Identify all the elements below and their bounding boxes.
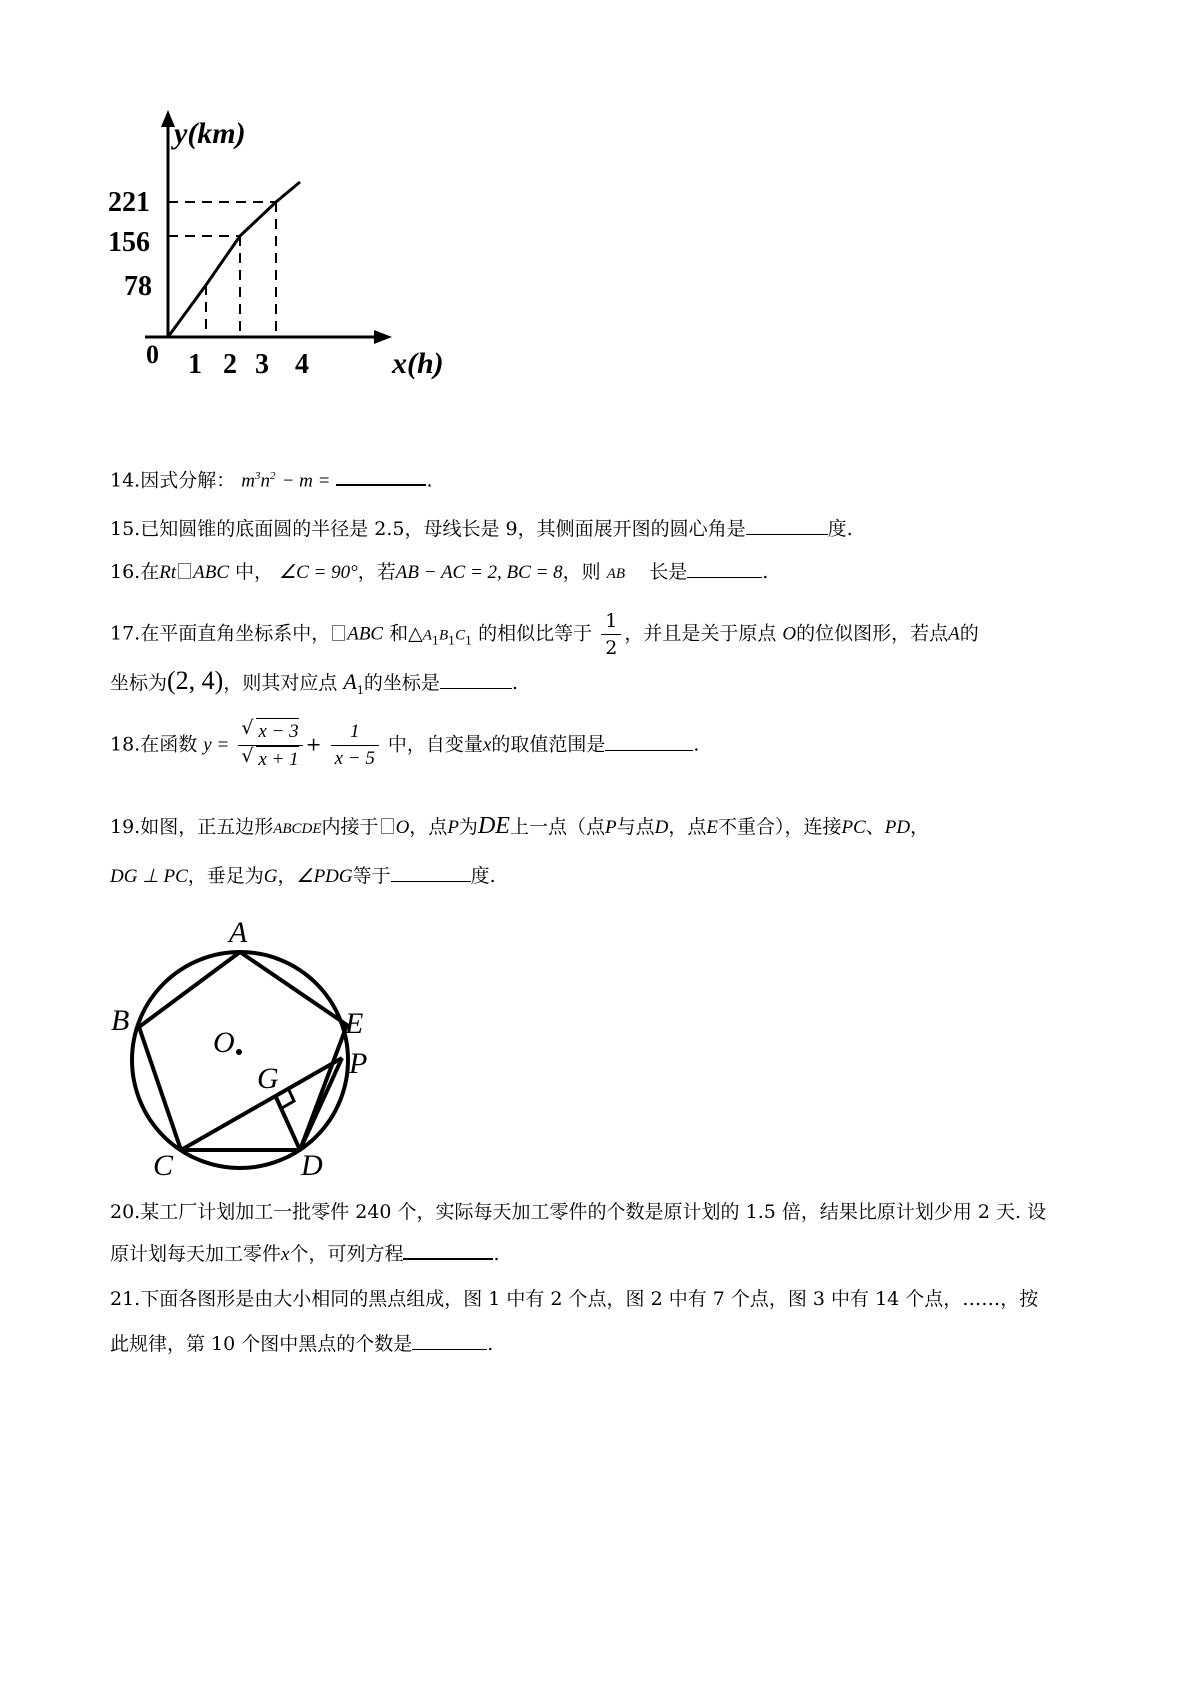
answer-blank-15[interactable]: [746, 516, 828, 535]
question-15: 15.已知圆锥的底面圆的半径是 2.5，母线长是 9，其侧面展开图的圆心角是 度.: [110, 518, 853, 540]
x-tick-3: 3: [255, 349, 269, 380]
x-tick-1: 1: [188, 349, 202, 380]
question-21: 21.下面各图形是由大小相同的黑点组成，图 1 中有 2 个点，图 2 中有 7 个点，图 3 中有 14 个点，……，按: [110, 1288, 1039, 1310]
triangle-symbol-placeholder: [332, 625, 345, 641]
label-c: C: [153, 1149, 174, 1182]
circle-o: [132, 952, 348, 1168]
question-19: 19.如图，正五边形ABCDE内接于 O，点P为DE上一点（点P与点D，点E不重合），连接PC、PD，: [110, 813, 930, 839]
pentagon-circle-figure: [105, 910, 405, 1190]
fraction-sqrt: √ x − 3 √ x + 1: [238, 718, 302, 773]
distance-line: [168, 182, 300, 337]
label-b: B: [111, 1004, 130, 1037]
circle-symbol-placeholder: [381, 818, 394, 834]
question-19-line2: DG ⊥ PC，垂足为G，∠PDG等于 度.: [110, 865, 496, 887]
y-axis-label: y(km): [174, 117, 246, 150]
label-p: P: [349, 1047, 368, 1080]
question-14: 14.因式分解： $m^3n^2 - m$ = .: [110, 462, 433, 495]
distance-time-graph: [100, 105, 480, 435]
x-axis-label: x(h): [392, 347, 444, 380]
fraction-one-half: $\frac{1}{2}$: [601, 608, 621, 661]
answer-blank-17[interactable]: [440, 670, 512, 689]
triangle-symbol-placeholder: [178, 563, 191, 579]
answer-blank-20[interactable]: [403, 1240, 493, 1260]
answer-blank-19[interactable]: [391, 863, 471, 882]
question-21-line2: 此规律，第 10 个图中黑点的个数是 .: [110, 1333, 494, 1355]
y-tick-156: 156: [108, 227, 150, 258]
question-20-line2: 原计划每天加工零件x个，可列方程 .: [110, 1240, 500, 1269]
label-d: D: [301, 1149, 323, 1182]
x-axis-arrow: [374, 330, 392, 344]
x-tick-4: 4: [295, 349, 309, 380]
label-e: E: [345, 1007, 364, 1040]
question-17: 17.在平面直角坐标系中， ABC 和$\triangle A_1B_1C_1$ 的相似比等于 $\frac{1}{2}$ ，并且是关于原点 O的位似图形，若点A的: [110, 610, 979, 659]
label-o: O: [213, 1026, 235, 1059]
y-tick-78: 78: [124, 271, 152, 302]
question-18: 18.在函数 y = √ x − 3 √ x + 1 + $\frac{1}{x - 5}$ 中，自变量x的取值范围是 .: [110, 718, 699, 773]
label-g: G: [257, 1062, 279, 1095]
y-axis-arrow: [161, 110, 175, 127]
question-20: 20.某工厂计划加工一批零件 240 个，实际每天加工零件的个数是原计划的 1.5 倍，结果比原计划少用 2 天. 设: [110, 1201, 1047, 1223]
origin-label: 0: [146, 340, 159, 369]
center-dot: [236, 1049, 242, 1055]
question-17-line2: 坐标为(2, 4)，则其对应点 $A_1$的坐标是 .: [110, 666, 518, 697]
question-16: 16.在Rt ABC 中， ∠C = 90°，若AB − AC = 2, BC = 8，则 AB 长是 .: [110, 561, 769, 583]
x-tick-2: 2: [223, 349, 237, 380]
answer-blank-16[interactable]: [687, 559, 762, 578]
y-tick-221: 221: [108, 187, 150, 218]
fraction-reciprocal: $\frac{1}{x - 5}$: [331, 719, 379, 772]
answer-blank-14[interactable]: [336, 466, 426, 486]
answer-blank-21[interactable]: [412, 1331, 487, 1350]
answer-blank-18[interactable]: [605, 732, 693, 751]
label-a: A: [229, 916, 248, 949]
